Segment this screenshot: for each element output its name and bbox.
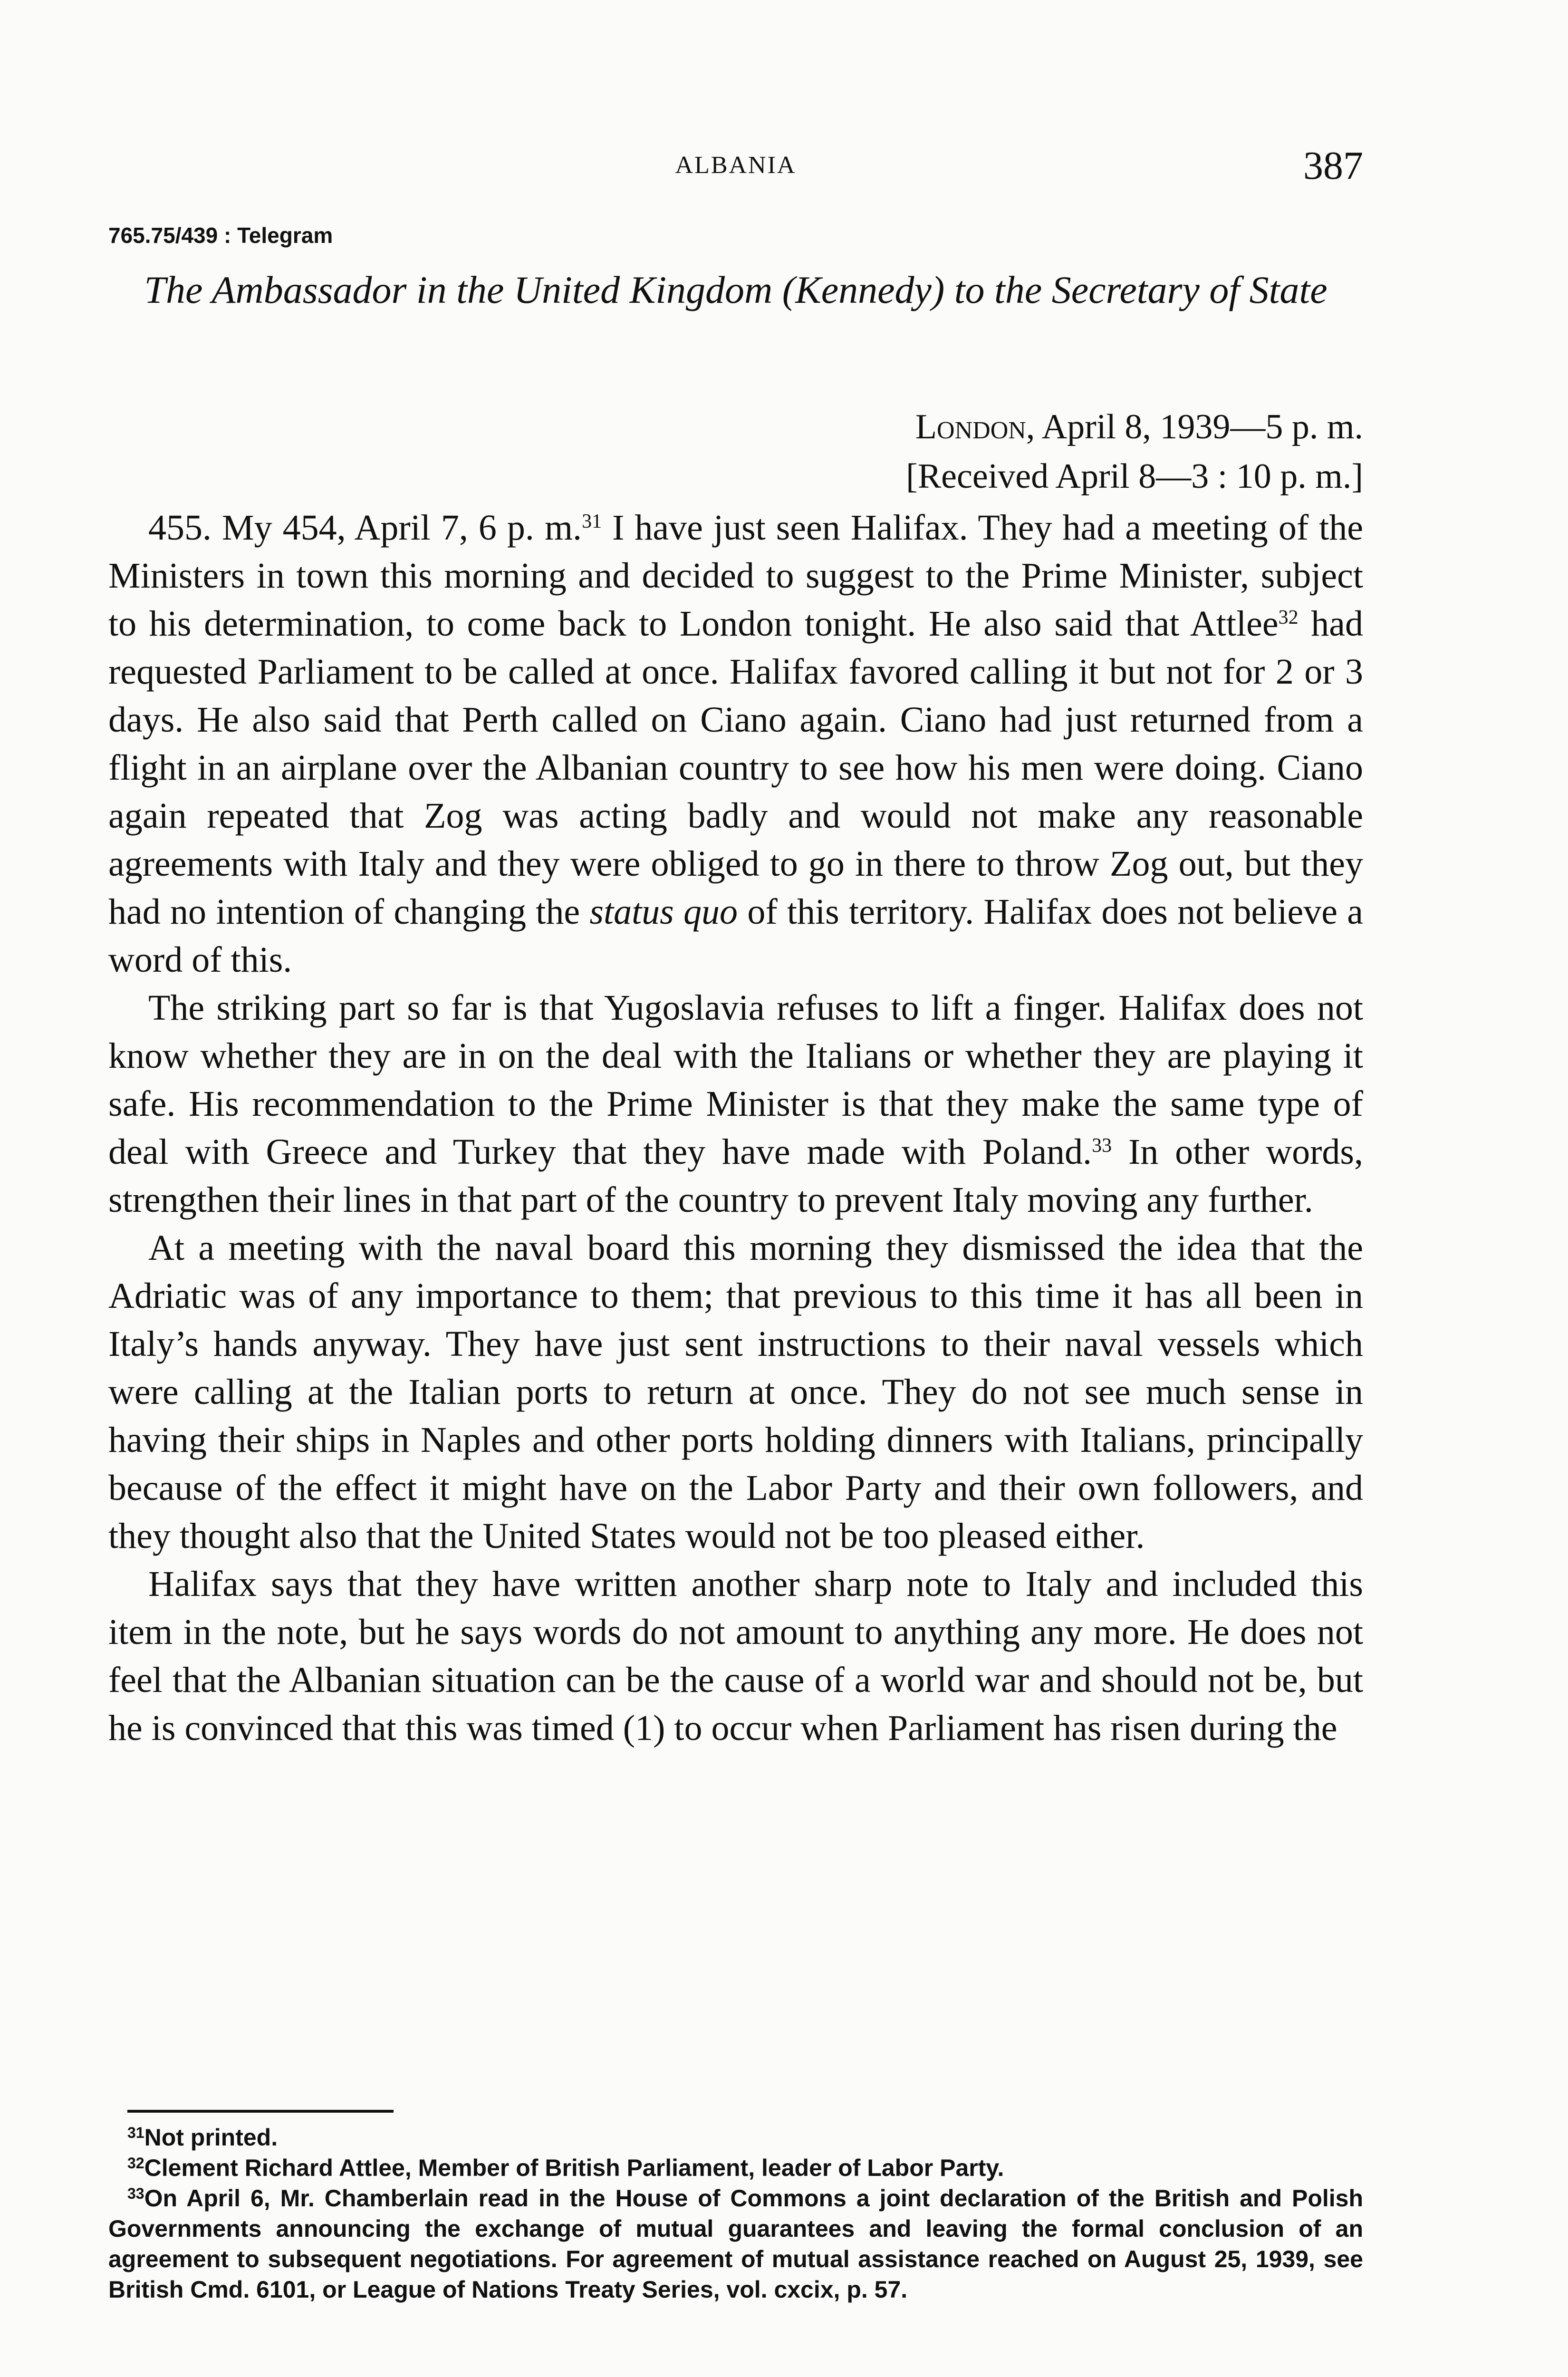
dateline-date: , April 8, 1939—5 p. m. xyxy=(1026,407,1363,446)
p1-text-b: I have just seen Halifax. They had a meeting of the Ministers in town this morning and decided to suggest to the Prime Minister, subject to his determination, to come back to London tonight. He also said that Attlee xyxy=(108,508,1363,644)
footnote-number: 33 xyxy=(127,2185,144,2202)
footnote-number: 31 xyxy=(127,2124,144,2141)
page-number: 387 xyxy=(1303,144,1363,188)
document-title: The Ambassador in the United Kingdom (Kennedy) to the Secretary of State xyxy=(144,268,1328,311)
page-header xyxy=(108,143,1363,200)
footnote-ref-31: 31 xyxy=(582,510,602,532)
footnote-ref-32: 32 xyxy=(1278,606,1299,628)
dateline xyxy=(906,402,1363,501)
footnote-33 xyxy=(108,2183,1363,2305)
paragraph-2 xyxy=(108,984,1363,1224)
paragraph-4: Halifax says that they have written another sharp note to Italy and included this item in the note, but he says words do not amount to anything any more. He does not feel that the Albanian situation can be the cause of a world war and should not be, but he is convinced that this was timed (1) to occur when Parliament has risen during the xyxy=(108,1564,1363,1748)
footnote-rule xyxy=(127,2110,394,2113)
telegram-body xyxy=(108,504,1363,1752)
footnote-32 xyxy=(108,2153,1363,2183)
p1-italic-status-quo: status quo xyxy=(589,892,738,932)
footnote-number: 32 xyxy=(127,2155,144,2172)
p1-text-c: had requested Parliament to be called at once. Halifax favored calling it but not for 2 or 3 days. He also said that Perth called on Ciano again. Ciano had just returned from a flight in an airplane over the Albanian country to see how his men were doing. Ciano again repeated that Zog was acting badly and would not make any reasonable agreements with Italy and they were obliged to go in there to throw Zog out, but they had no intention of changing the xyxy=(108,604,1363,932)
dateline-received: [Received April 8—3 : 10 p. m.] xyxy=(906,457,1363,496)
footnote-ref-33: 33 xyxy=(1092,1134,1112,1157)
dateline-sent xyxy=(906,402,1363,452)
p2-text-a: The striking part so far is that Yugoslavia refuses to lift a finger. Halifax does not know whether they are in on the deal with the Italians or whether they are playing it safe. His recommendation to the Prime Minister is that they make the same type of deal with Greece and Turkey that they have made with Poland. xyxy=(108,988,1363,1172)
running-head: ALBANIA xyxy=(675,152,797,179)
paragraph-3: At a meeting with the naval board this morning they dismissed the idea that the Adriatic was of any importance to them; that previous to this time it has all been in Italy’s hands anyway. They have just sent instructions to their naval vessels which were calling at the Italian ports to return at once. They do not see much sense in having their ships in Naples and other ports holding dinners with Italians, principally because of the effect it might have on the Labor Party and their own followers, and they thought also that the United States would not be too pleased either. xyxy=(108,1228,1363,1556)
paragraph-1 xyxy=(108,504,1363,984)
footnotes xyxy=(108,2122,1363,2305)
p2-text-b: In other words, strengthen their lines in that part of the country to prevent Italy moving any further. xyxy=(108,1132,1363,1220)
footnote-text: Not printed. xyxy=(144,2124,278,2151)
footnote-text: On April 6, Mr. Chamberlain read in the House of Commons a joint declaration of the British and Polish Governments announcing the exchange of mutual guarantees and leaving the formal conclusion of an agreement to subsequent negotiations. For agreement of mutual assistance reached on August 25, 1939, see British Cmd. 6101, or League of Nations Treaty Series, vol. cxcix, p. 57. xyxy=(108,2185,1363,2303)
file-number: 765.75/439 : Telegram xyxy=(108,223,333,248)
dateline-place: London xyxy=(915,407,1026,446)
footnote-text: Clement Richard Attlee, Member of British Parliament, leader of Labor Party. xyxy=(144,2155,1004,2181)
p1-text-a: 455. My 454, April 7, 6 p. m. xyxy=(148,508,582,548)
footnote-31 xyxy=(108,2122,1363,2153)
p1-text-d: of this territory. Halifax does not believe a word of this. xyxy=(108,892,1363,980)
